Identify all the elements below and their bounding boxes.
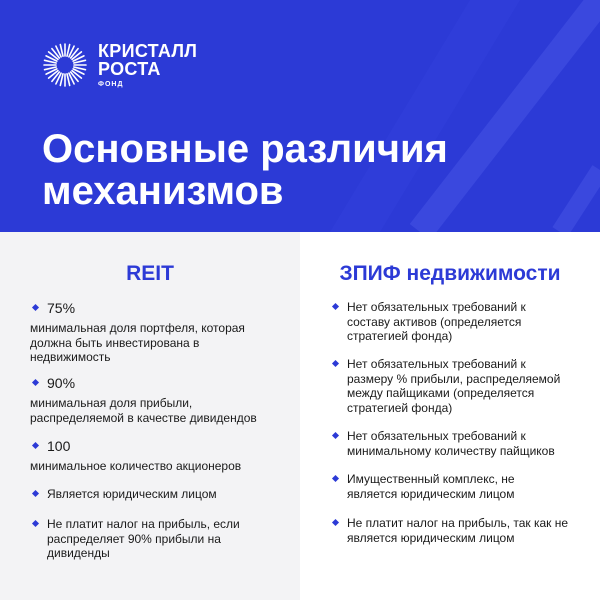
diamond-bullet-icon [332, 432, 339, 439]
item-text: Не платит налог на прибыль, так как не является юридическим лицом [347, 516, 569, 545]
logo-line2: РОСТА [98, 59, 161, 79]
item-text: Не платит налог на прибыль, если распределяет 90% прибыли на дивиденды [47, 517, 240, 560]
diamond-bullet-icon [332, 360, 339, 367]
diamond-bullet-icon [32, 379, 39, 386]
item-text: Нет обязательных требований к составу активов (определяется стратегией фонда) [347, 300, 526, 343]
list-item [330, 472, 570, 501]
diamond-bullet-icon [332, 475, 339, 482]
brand-logo [42, 42, 197, 88]
item-value: 75% [47, 300, 76, 316]
page-title: Основные различия механизмов [42, 127, 448, 213]
list-item [30, 375, 270, 425]
list-item [30, 300, 270, 365]
item-text: минимальная доля прибыли, распределяемой в качестве дивидендов [30, 396, 257, 425]
diamond-bullet-icon [32, 442, 39, 449]
list-item [30, 487, 270, 502]
diamond-bullet-icon [32, 520, 39, 527]
list-item [330, 357, 570, 415]
item-value: 100 [47, 438, 71, 454]
list-item [30, 438, 270, 474]
item-text: минимальное количество акционеров [30, 459, 242, 473]
crystal-burst-icon [42, 42, 88, 88]
list-item [330, 516, 570, 545]
diamond-bullet-icon [332, 519, 339, 526]
item-value: 90% [47, 375, 76, 391]
zpif-column [300, 232, 600, 600]
item-text: Нет обязательных требований к размеру % прибыли, распределяемой между пайщиками (определяется стратегией фонда) [347, 357, 561, 415]
logo-subtitle: ФОНД [98, 81, 124, 88]
reit-column [0, 232, 300, 600]
reit-heading: REIT [126, 262, 174, 285]
list-item [330, 429, 570, 458]
item-text: минимальная доля портфеля, которая должна быть инвестирована в недвижимость [30, 321, 245, 364]
diamond-bullet-icon [32, 490, 39, 497]
header-banner [0, 0, 600, 232]
diamond-bullet-icon [332, 303, 339, 310]
logo-line1: КРИСТАЛЛ [98, 41, 198, 61]
diamond-bullet-icon [32, 304, 39, 311]
item-text: Нет обязательных требований к минимальному количеству пайщиков [347, 429, 555, 458]
item-text: Является юридическим лицом [47, 487, 217, 501]
item-text: Имущественный комплекс, не является юридическим лицом [347, 472, 515, 501]
list-item [30, 517, 260, 561]
zpif-heading: ЗПИФ недвижимости [339, 262, 561, 285]
list-item [330, 300, 570, 344]
